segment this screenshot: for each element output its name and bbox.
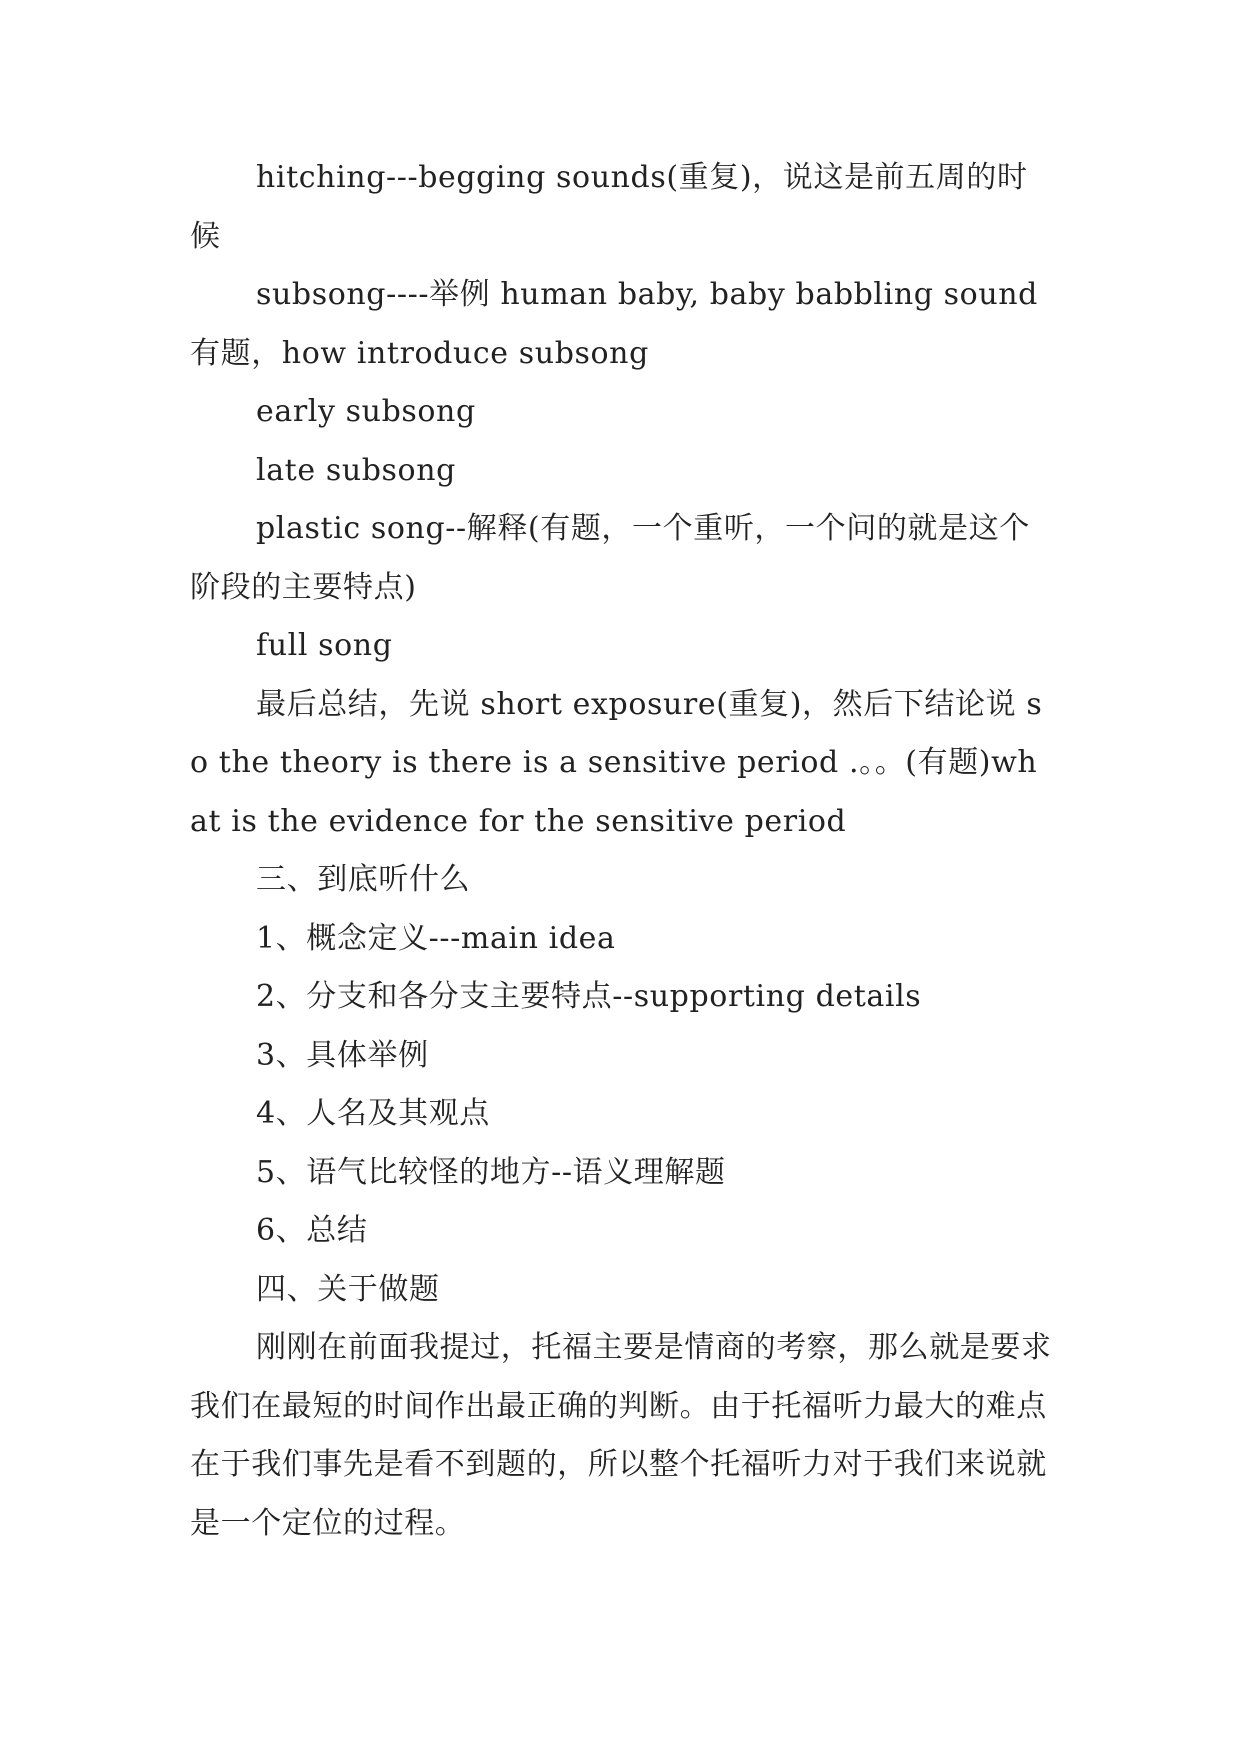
list-item-6: 6、总结 [256, 1213, 368, 1248]
list-item-3: 3、具体举例 [256, 1037, 429, 1073]
paragraph-subsong: subsong----举例 human baby, baby babbling sound 有题，how introduce subsong [190, 277, 1038, 371]
list-item-5: 5、语气比较怪的地方--语义理解题 [256, 1154, 726, 1190]
section-heading-about-questions: 四、关于做题 [256, 1271, 440, 1307]
paragraph-late-subsong: late subsong [256, 452, 456, 488]
paragraph-hitching: hitching---begging sounds(重复)，说这是前五周的时候 [190, 160, 1028, 254]
list-item-4: 4、人名及其观点 [256, 1096, 490, 1131]
paragraph-plastic-song: plastic song--解释(有题，一个重听，一个问的就是这个阶段的主要特点) [190, 511, 1030, 605]
list-item-2: 2、分支和各分支主要特点--supporting details [256, 979, 922, 1014]
list-item-1: 1、概念定义---main idea [256, 920, 616, 956]
section-heading-what-to-listen: 三、到底听什么 [256, 862, 471, 897]
paragraph-closing: 刚刚在前面我提过，托福主要是情商的考察，那么就是要求我们在最短的时间作出最正确的判断。由于托福听力最大的难点在于我们事先是看不到题的，所以整个托福听力对于我们来说就是一个定位的过程。 [190, 1330, 1052, 1541]
paragraph-early-subsong: early subsong [256, 394, 476, 429]
paragraph-full-song: full song [256, 628, 393, 663]
paragraph-summary: 最后总结，先说 short exposure(重复)，然后下结论说 so the theory is there is a sensitive period .。。(有题)what is the evidence for the sensitive period [190, 686, 1043, 839]
